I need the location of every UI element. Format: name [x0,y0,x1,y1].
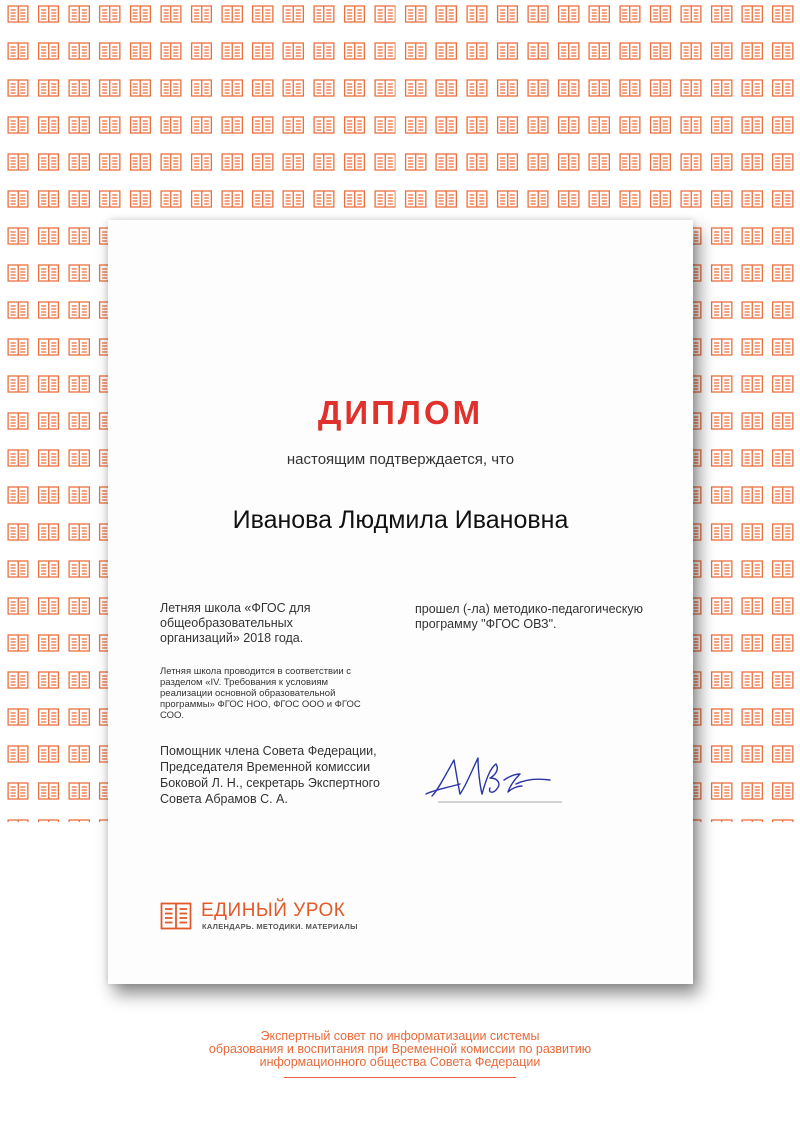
footer-divider [284,1077,516,1078]
diploma-subtitle: настоящим подтверждается, что [286,451,515,468]
assistant-text: Помощник члена Совета Федерации, Председателя Временной комиссии Боковой Л. Н., секретарь Экспертного Совета Абрамов С. А. [160,744,380,806]
logo-tagline: КАЛЕНДАРЬ. МЕТОДИКИ. МАТЕРИАЛЫ [202,922,358,931]
signature-icon [420,750,570,810]
conditions-text: Летняя школа проводится в соответствии с разделом «IV. Требования к условиям реализации основной образовательной программы» ФГОС НОО, ФГОС ООО и ФГОС СОО. [160,666,361,721]
book-logo-icon [160,902,192,930]
footer-line-2: образования и воспитания при Временной комиссии по развитию [208,1042,592,1056]
recipient-name: Иванова Людмила Ивановна [232,506,569,534]
logo-name: ЕДИНЫЙ УРОК [201,900,346,921]
footer-text [0,1030,800,1069]
footer-line-1: Экспертный совет по информатизации системы [260,1029,540,1043]
school-text: Летняя школа «ФГОС для общеобразовательных организаций» 2018 года. [160,601,311,645]
footer-line-3: информационного общества Совета Федерации [259,1055,541,1069]
program-text: прошел (-ла) методико-педагогическую программу "ФГОС ОВЗ". [415,602,644,631]
edinyi-urok-logo [160,900,380,936]
diploma-title: ДИПЛОМ [317,394,484,431]
diploma-sheet [108,220,693,984]
